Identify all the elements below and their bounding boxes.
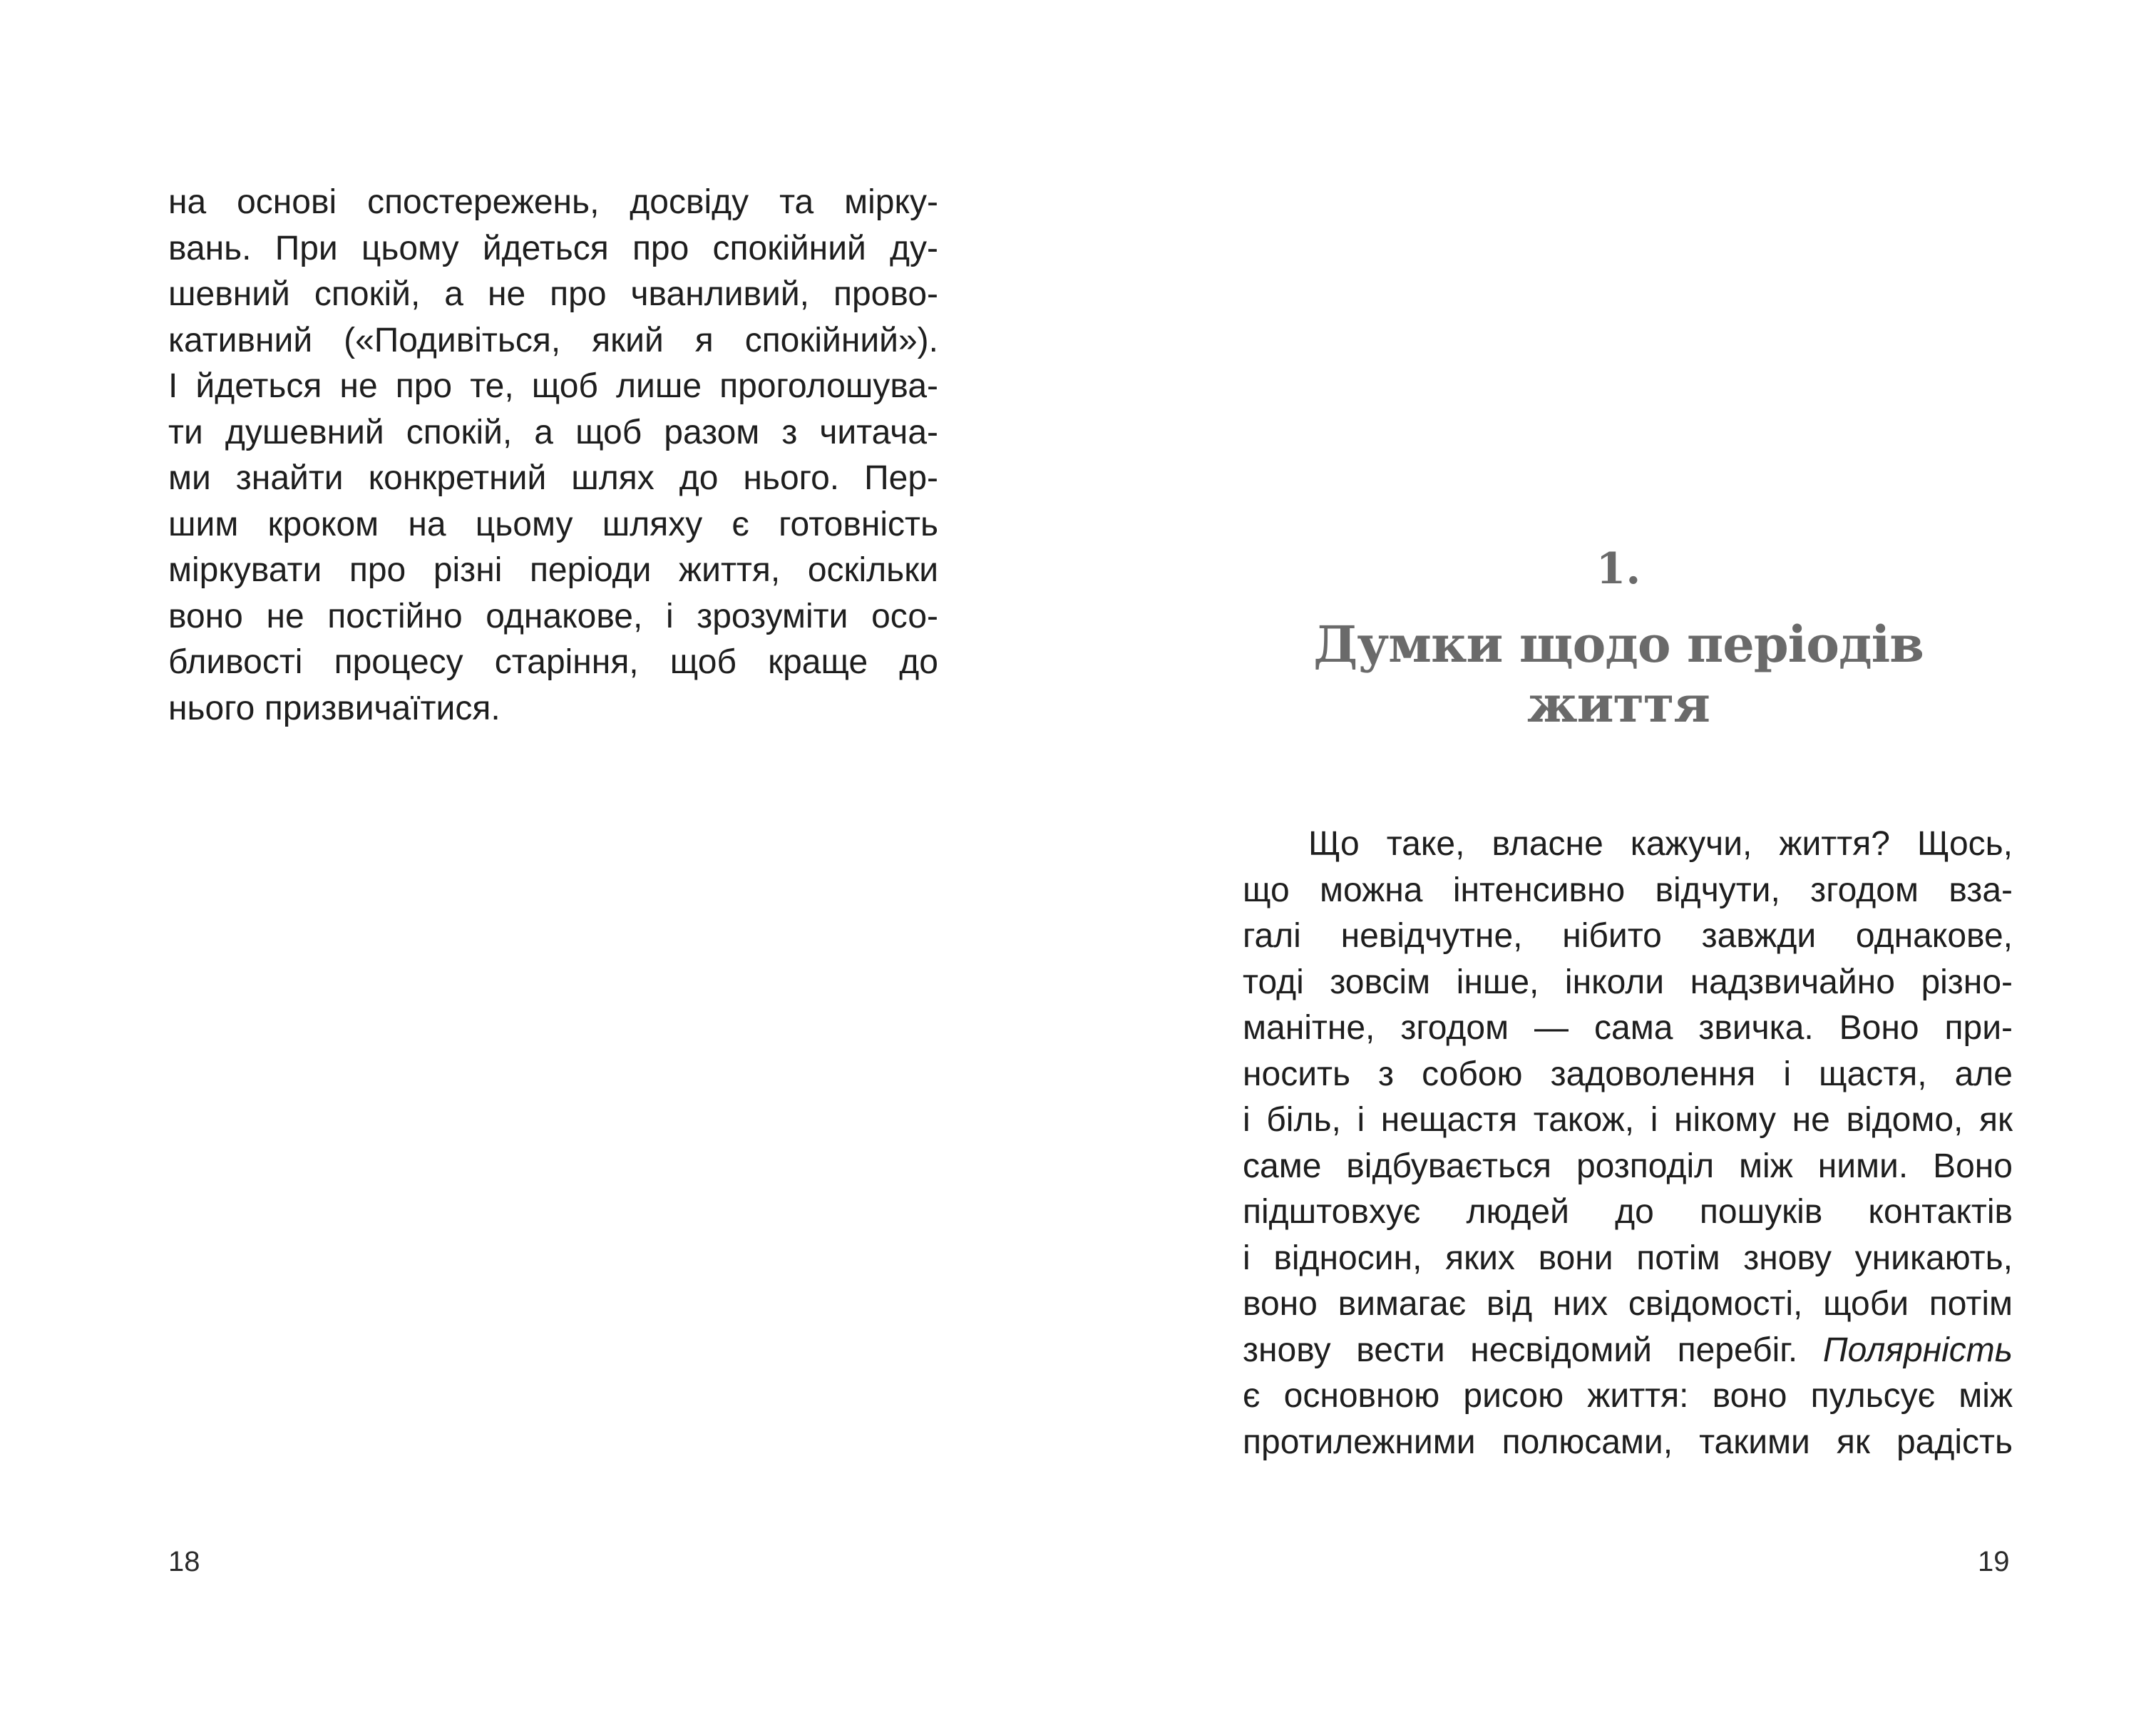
chapter-number: 1. (1596, 544, 1641, 594)
text-line: протилежними полюсами, такими як радість (1243, 1423, 2013, 1461)
text-fragment: знову вести несвідомий перебіг. (1243, 1331, 1798, 1369)
left-page-body (168, 180, 938, 732)
text-line: Що таке, власне кажучи, життя? Щось, (1308, 825, 2013, 863)
text-line: шим кроком на цьому шляху є готовність (168, 505, 938, 543)
text-line: І йдеться не про те, щоб лише проголошува- (168, 367, 938, 405)
text-line: воно вимагає від них свідомості, щоби потім (1243, 1285, 2013, 1323)
right-page-body (1243, 821, 2013, 1465)
text-line: на основі спостережень, досвіду та мірку- (168, 183, 938, 221)
text-line: нього призвичаїтися. (168, 689, 500, 727)
text-line: вань. При цьому йдеться про спокійний ду- (168, 229, 938, 267)
text-line: шевний спокій, а не про чванливий, прово- (168, 275, 938, 313)
text-line: бливості процесу старіння, щоб краще до (168, 643, 938, 681)
text-line: і відносин, яких вони потім знову уникають, (1243, 1239, 2013, 1277)
text-line: є основною рисою життя: воно пульсує між (1243, 1377, 2013, 1415)
chapter-title: Думки щодо періодів життя (1313, 615, 1924, 734)
page-number-right: 19 (1978, 1546, 2010, 1577)
text-line: воно не постійно однакове, і зрозуміти осо- (168, 597, 938, 635)
text-line: міркувати про різні періоди життя, оскільки (168, 551, 938, 589)
text-line: і біль, і нещастя також, і нікому не відомо, як (1243, 1101, 2013, 1139)
text-line: галі невідчутне, нібито завжди однакове, (1243, 917, 2013, 955)
text-line-with-italic (1243, 1328, 2013, 1374)
text-line: носить з собою задоволення і щастя, але (1243, 1055, 2013, 1093)
text-line: манітне, згодом — сама звичка. Воно при- (1243, 1009, 2013, 1047)
italic-term: Полярність (1822, 1331, 2013, 1369)
text-line: ми знайти конкретний шлях до нього. Пер- (168, 459, 938, 497)
text-line: тоді зовсім інше, інколи надзвичайно різно- (1243, 963, 2013, 1001)
page-number-left: 18 (168, 1546, 200, 1577)
text-line: що можна інтенсивно відчути, згодом вза- (1243, 871, 2013, 909)
text-line: саме відбувається розподіл між ними. Воно (1243, 1147, 2013, 1185)
text-line: підштовхує людей до пошуків контактів (1243, 1193, 2013, 1231)
text-line: кативний («Подивіться, який я спокійний»). (168, 321, 938, 359)
text-line: ти душевний спокій, а щоб разом з читача- (168, 413, 938, 451)
